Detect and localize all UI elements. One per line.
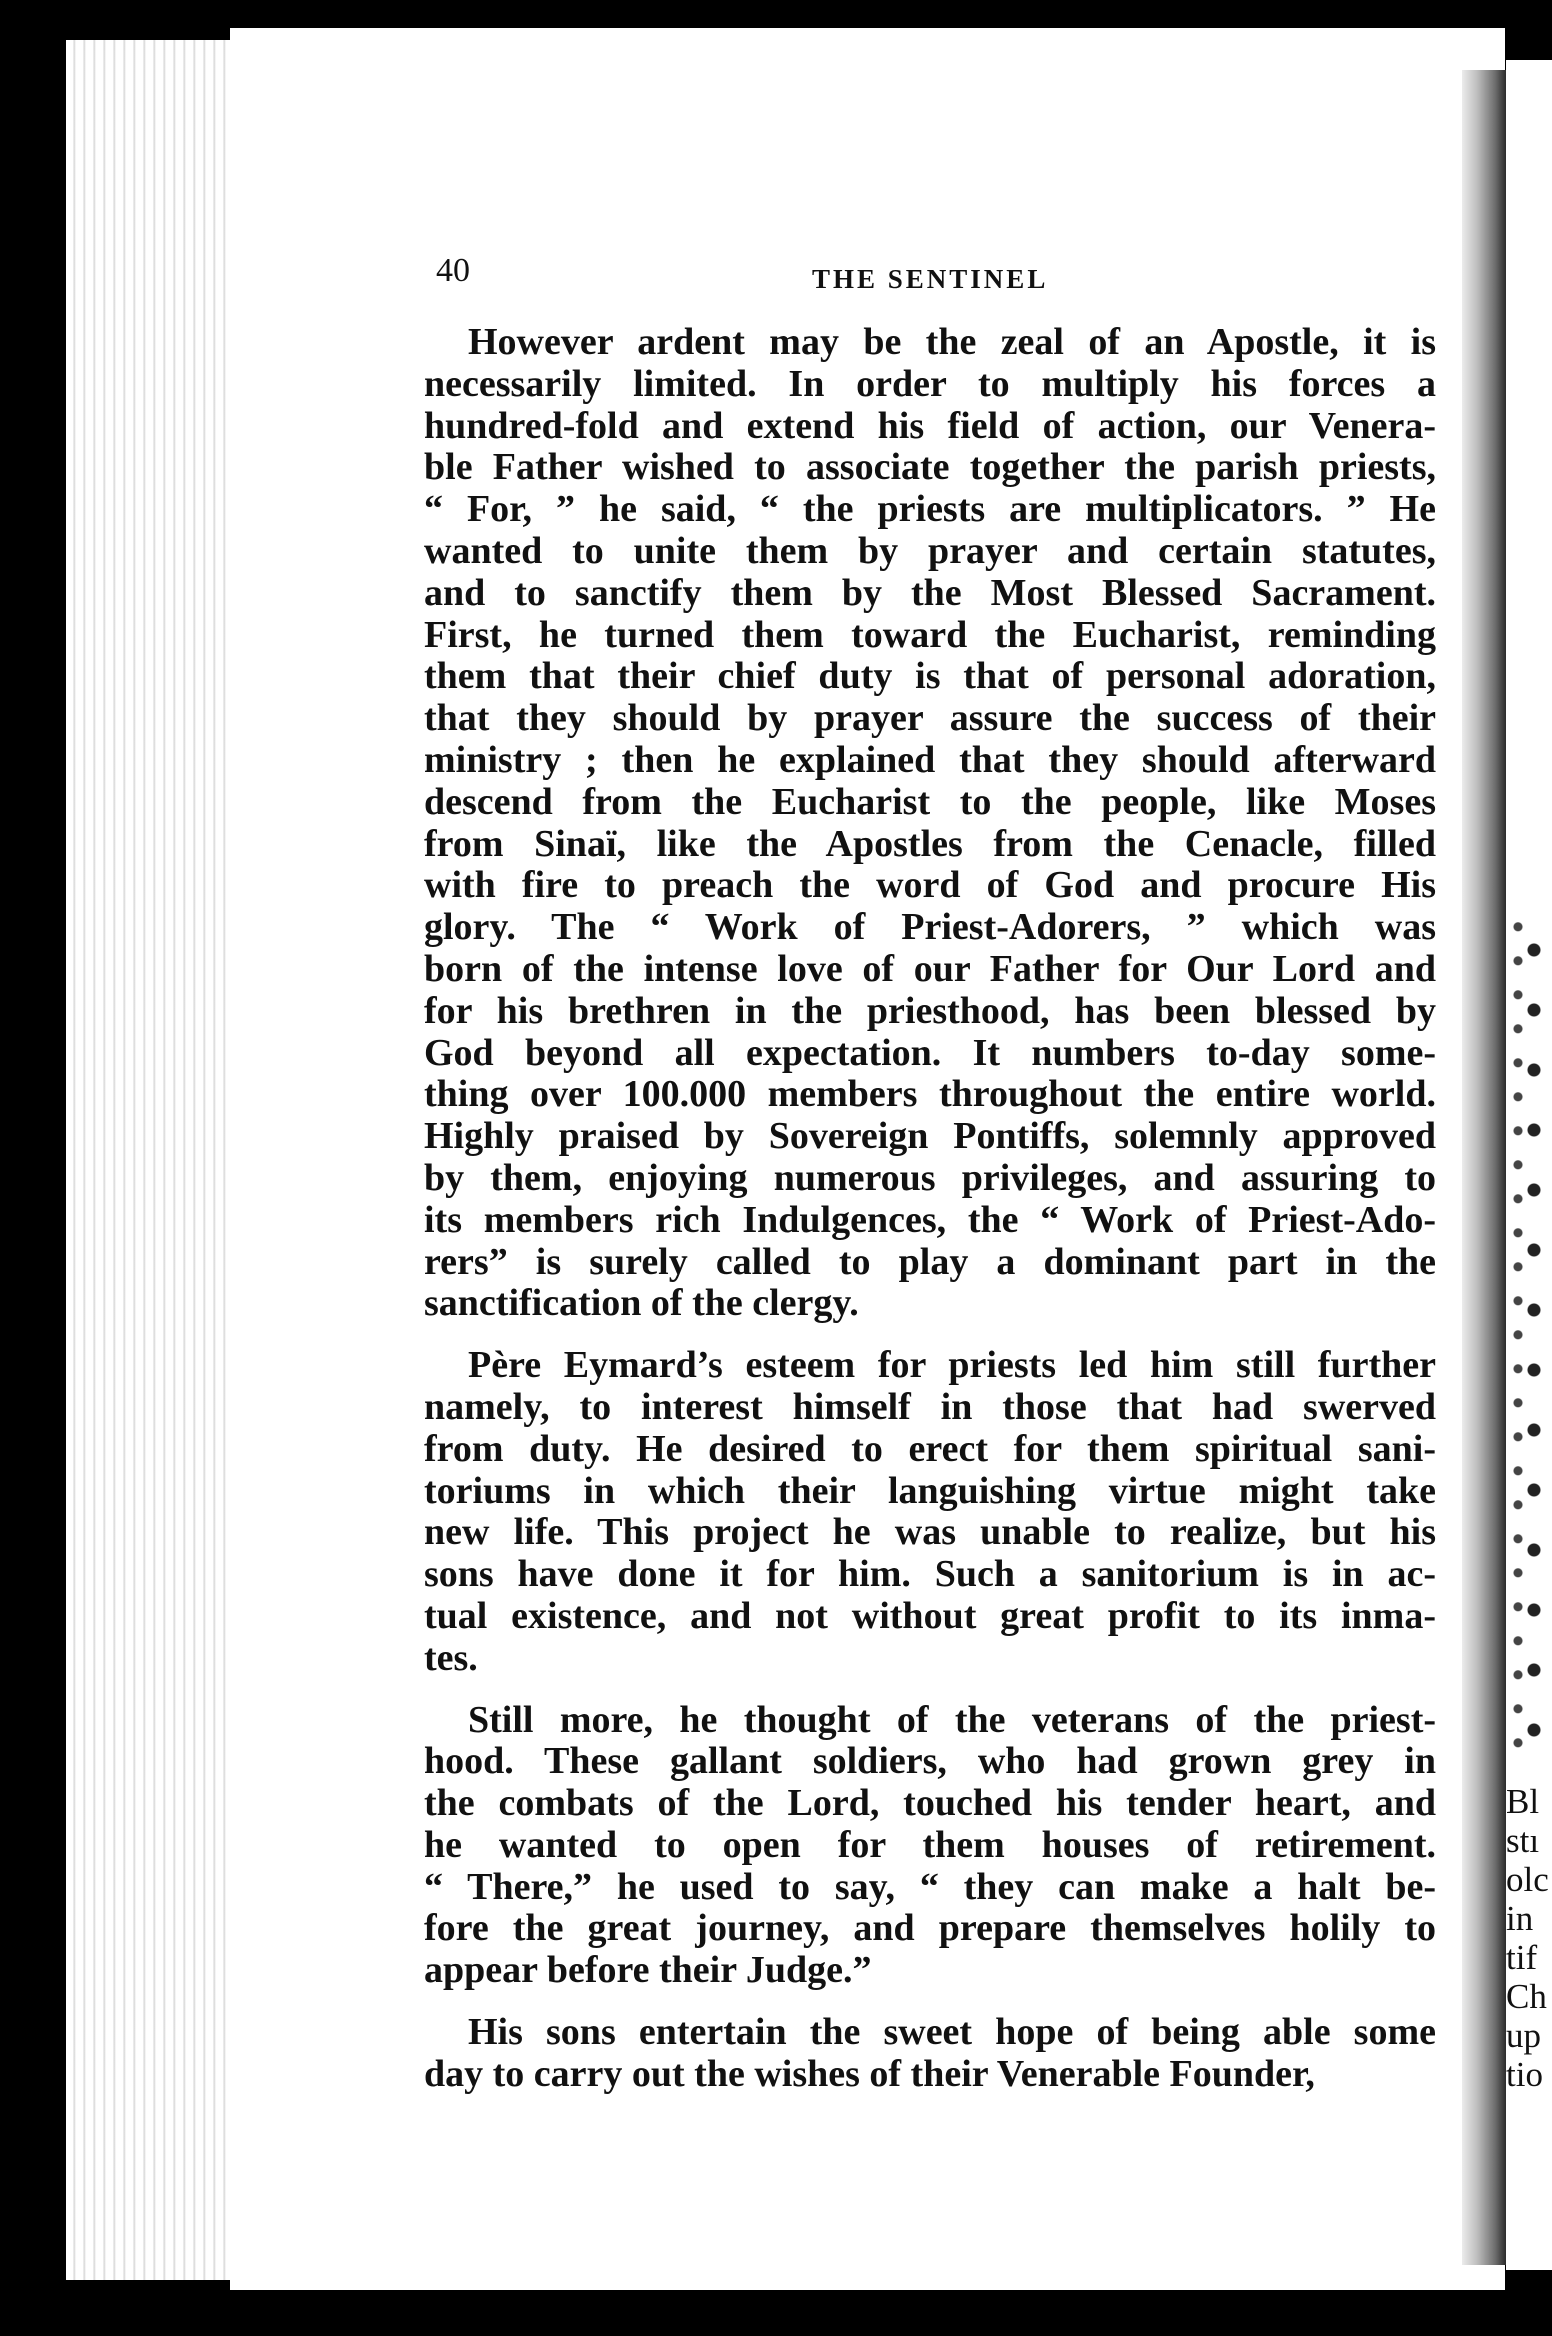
page-edges (66, 40, 236, 2280)
text-line: “ There,” he used to say, “ they can make a halt be- (424, 1865, 1436, 1908)
text-line: However ardent may be the zeal of an Apostle, it is (468, 321, 1436, 363)
paragraph (424, 1700, 1436, 1993)
text-line: Still more, he thought of the veterans of the priest- (468, 1698, 1436, 1741)
running-head: THE SENTINEL (812, 264, 1049, 294)
text-line: fore the great journey, and prepare themselves holily to (424, 1907, 1436, 1950)
text-line: thing over 100.000 members throughout the entire world. (424, 1073, 1436, 1116)
text-line: descend from the Eucharist to the people, like Moses (424, 780, 1436, 823)
text-line: from duty. He desired to erect for them spiritual sani- (424, 1427, 1436, 1470)
text-line: ministry ; then he explained that they should afterward (424, 738, 1436, 781)
text-line: that they should by prayer assure the success of their (424, 697, 1436, 740)
text-line: “ For, ” he said, “ the priests are multiplicators. ” He (424, 488, 1436, 531)
text-line: sanctification of the clergy. (424, 1282, 859, 1325)
text-line: them that their chief duty is that of personal adoration, (424, 655, 1436, 698)
facing-text-fragment: tio (1506, 2055, 1543, 2094)
text-line: rers” is surely called to play a dominant part in the (424, 1240, 1436, 1283)
facing-page (1506, 60, 1552, 2270)
ornament-border (1506, 920, 1546, 1750)
text-line: appear before their Judge.” (424, 1949, 872, 1992)
text-line: hundred-fold and extend his field of action, our Venera- (424, 404, 1436, 447)
text-line: hood. These gallant soldiers, who had grown grey in (424, 1740, 1436, 1783)
text-line: and to sanctify them by the Most Blessed Sacrament. (424, 571, 1436, 614)
facing-text-fragment: in (1506, 1899, 1534, 1938)
facing-text-fragment: tif (1506, 1938, 1538, 1977)
text-line: tual existence, and not without great profit to its inma- (424, 1594, 1436, 1637)
text-line: Père Eymard’s esteem for priests led him still further (468, 1344, 1436, 1387)
text-line: for his brethren in the priesthood, has been blessed by (424, 989, 1436, 1032)
text-line: day to carry out the wishes of their Venerable Founder, (424, 2052, 1315, 2095)
text-line: necessarily limited. In order to multiply his forces a (424, 362, 1436, 405)
facing-text-fragment: up (1506, 2016, 1541, 2055)
text-line: its members rich Indulgences, the “ Work of Priest-Ado- (424, 1198, 1436, 1241)
text-line: tes. (424, 1636, 478, 1679)
paragraph (424, 2012, 1436, 2096)
text-line: from Sinaï, like the Apostles from the Cenacle, filled (424, 822, 1436, 865)
text-line: His sons entertain the sweet hope of being able some (468, 2011, 1436, 2054)
facing-text-fragment: Ch (1506, 1977, 1547, 2016)
text-line: toriums in which their languishing virtue might take (424, 1469, 1436, 1512)
facing-text-fragment: olc (1506, 1860, 1549, 1899)
facing-text-fragment: stı (1506, 1821, 1540, 1860)
facing-text-fragment: Bl (1506, 1782, 1540, 1821)
text-line: the combats of the Lord, touched his tender heart, and (424, 1782, 1436, 1825)
text-line: with fire to preach the word of God and procure His (424, 864, 1436, 907)
page-number: 40 (436, 252, 470, 289)
text-line: by them, enjoying numerous privileges, and assuring to (424, 1156, 1436, 1199)
binding-gutter (1462, 70, 1506, 2265)
paragraph (424, 1345, 1436, 1679)
text-line: Highly praised by Sovereign Pontiffs, solemnly approved (424, 1115, 1436, 1158)
text-line: namely, to interest himself in those that had swerved (424, 1385, 1436, 1428)
facing-page-text (1506, 1782, 1552, 2094)
paragraph (424, 322, 1436, 1325)
text-line: First, he turned them toward the Eucharist, reminding (424, 613, 1436, 656)
text-line: born of the intense love of our Father for Our Lord and (424, 947, 1436, 990)
text-line: ble Father wished to associate together the parish priests, (424, 446, 1436, 489)
body-text (424, 322, 1436, 2116)
text-line: new life. This project he was unable to realize, but his (424, 1511, 1436, 1554)
text-line: God beyond all expectation. It numbers to-day some- (424, 1031, 1436, 1074)
text-line: wanted to unite them by prayer and certain statutes, (424, 529, 1436, 572)
text-line: sons have done it for him. Such a sanitorium is in ac- (424, 1553, 1436, 1596)
text-line: glory. The “ Work of Priest-Adorers, ” which was (424, 906, 1436, 949)
text-line: he wanted to open for them houses of retirement. (424, 1823, 1436, 1866)
